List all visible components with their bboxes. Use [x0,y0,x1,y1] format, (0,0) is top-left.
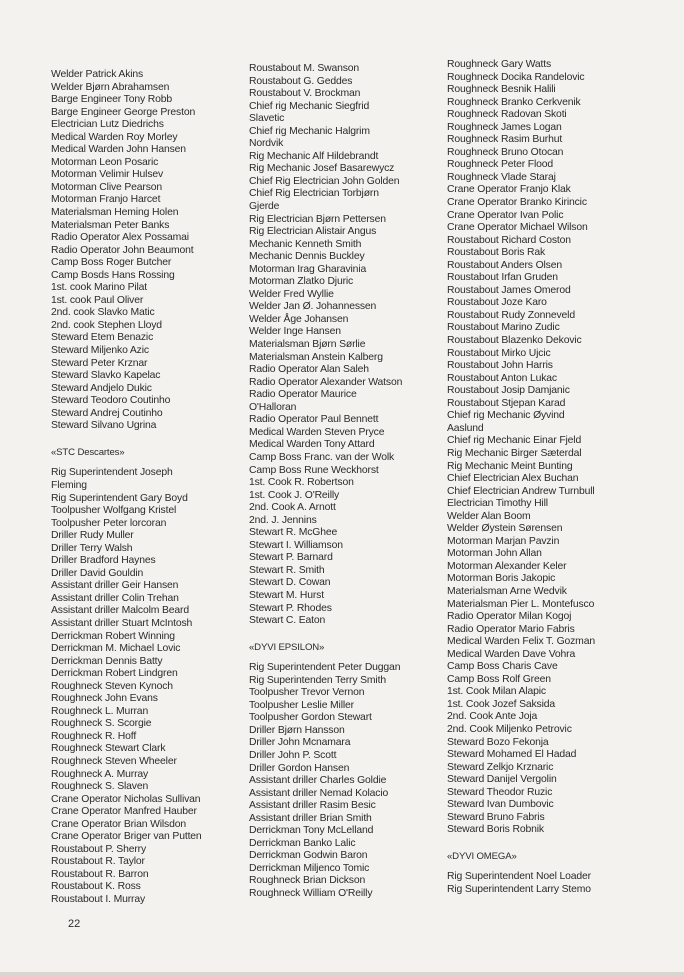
crew-line: Crane Operator Branko Kirincic [447,197,587,209]
crew-line: Stewart P. Rhodes [249,602,332,614]
crew-line: Materialsman Bjørn Sørlie [249,339,366,351]
crew-line: Roustabout Boris Rak [447,247,546,259]
crew-line: Stewart D. Cowan [249,577,331,589]
crew-line: Steward Silvano Ugrina [51,420,157,432]
crew-line: Chief rig Mechanic Halgrim [249,125,370,137]
crew-line: Materialsman Peter Banks [51,219,170,231]
crew-line: Motorman Velimir Hulsev [51,169,164,181]
section-heading: «DYVI EPSILON» [249,641,325,653]
crew-line: Gjerde [249,201,280,213]
crew-line: Steward Andrej Coutinho [51,407,163,419]
crew-line: Roustabout John Harris [447,360,553,372]
crew-line: Camp Bosds Hans Rossing [51,269,175,281]
crew-line: Roustabout M. Swanson [249,63,360,74]
crew-line: 1st. Cook R. Robertson [249,477,354,489]
crew-line: Electrician Lutz Diedrichs [51,119,164,131]
crew-line: Medical Warden Roy Morley [51,131,178,143]
crew-line: Barge Engineer Tony Robb [51,94,172,106]
crew-line: Welder Åge Johansen [249,313,349,325]
crew-line: Crane Operator Manfred Hauber [51,806,197,818]
crew-line: 1st. cook Marino Pilat [51,282,148,294]
crew-line: Roughneck James Logan [447,121,562,133]
crew-line: Roustabout Irfan Gruden [447,272,558,284]
crew-line: Motorman Marjan Pavzin [447,535,560,547]
crew-line: Roustabout P. Sherry [51,843,146,855]
crew-line: Barge Engineer George Preston [51,106,196,118]
crew-line: Roustabout G. Geddes [249,75,353,87]
page-number: 22 [68,918,81,930]
crew-line: Driller Bjørn Hansson [249,724,345,736]
crew-line: Rig Mechanic Meint Bunting [447,460,573,472]
crew-line: Toolpusher Leslie Miller [249,699,354,711]
crew-line: Stewart C. Eaton [249,615,326,627]
crew-line: Stewart R. Smith [249,564,325,576]
crew-line: Roustabout R. Barron [51,868,149,880]
crew-line: Radio Operator Maurice [249,389,357,401]
crew-line: Roustabout K. Ross [51,881,141,893]
crew-line: Camp Boss Rolf Green [447,673,551,685]
crew-line: Steward Peter Krznar [51,357,148,369]
crew-line: Steward Theodor Ruzic [447,786,553,798]
crew-line: Roustabout James Omerod [447,284,571,296]
crew-line: Assistant driller Rasim Besic [249,800,376,812]
crew-line: Chief Electrician Andrew Turnbull [447,485,595,497]
crew-line: Assistant driller Charles Goldie [249,775,387,787]
crew-line: Assistant driller Brian Smith [249,812,372,824]
crew-line: Welder Alan Boom [447,510,531,522]
crew-line: Steward Boris Robnik [447,824,544,836]
crew-line: Crane Operator Michael Wilson [447,222,588,234]
crew-line: Chief rig Mechanic Øyvind [447,410,565,422]
crew-line: Roughneck Gary Watts [447,59,552,70]
crew-line: Toolpusher Wolfgang Kristel [51,505,177,517]
crew-line: Derrickman Robert Winning [51,630,175,642]
crew-line: Materialsman Pier L. Montefusco [447,598,595,610]
crew-line: Motorman Leon Posaric [51,156,159,168]
crew-line: Roustabout Mirko Ujcic [447,347,551,359]
crew-line: Toolpusher Trevor Vernon [249,687,365,699]
crew-line: Roustabout Anders Olsen [447,259,562,271]
crew-line: Camp Boss Rune Weckhorst [249,464,379,476]
crew-line: Fleming [51,479,87,491]
column-1 [51,69,202,907]
crew-line: Radio Operator Alan Saleh [249,364,369,376]
crew-line: Aaslund [447,422,484,434]
crew-line: Motorman Boris Jakopic [447,573,556,585]
crew-line: Slavetic [249,113,285,125]
crew-line: Derrickman Miljenco Tomic [249,862,370,874]
crew-line: Rig Mechanic Birger Sæterdal [447,447,582,459]
crew-line: Materialsman Anstein Kalberg [249,351,383,363]
crew-line: Roustabout Joze Karo [447,297,547,309]
crew-line: Radio Operator John Beaumont [51,244,194,256]
crew-line: Assistant driller Colin Trehan [51,592,179,604]
crew-line: 1st. Cook Jozef Saksida [447,698,556,710]
crew-line: Stewart I. Williamson [249,539,343,551]
crew-line: Motorman Franjo Harcet [51,194,161,206]
crew-line: Derrickman Robert Lindgren [51,668,178,680]
crew-line: Driller Bradford Haynes [51,555,156,567]
crew-line: Motorman John Allan [447,548,542,560]
crew-line: Crane Operator Briger van Putten [51,831,202,843]
crew-line: Assistant driller Stuart McIntosh [51,617,193,629]
section-heading: «STC Descartes» [51,446,125,458]
crew-line: Driller Terry Walsh [51,542,133,554]
crew-line: Roughneck R. Hoff [51,730,137,742]
crew-line: Roughneck Rasim Burhut [447,134,563,146]
crew-line: Stewart M. Hurst [249,589,324,601]
crew-line: Radio Operator Alex Possamai [51,232,189,244]
crew-line: Rig Superintendent Joseph [51,467,173,479]
crew-line: Roustabout R. Taylor [51,856,145,868]
crew-line: Steward Bruno Fabris [447,811,545,823]
crew-line: Welder Fred Wyllie [249,288,334,300]
crew-line: Radio Operator Milan Kogoj [447,611,572,623]
crew-line: 2nd. J. Jennins [249,514,317,526]
crew-line: Derrickman Dennis Batty [51,655,163,667]
crew-line: Welder Jan Ø. Johannessen [249,301,377,313]
crew-line: Steward Andjelo Dukic [51,382,152,394]
page-bottom-edge [0,972,684,977]
crew-line: Roughneck Brian Dickson [249,875,366,887]
crew-line: Rig Superintendent Noel Loader [447,871,591,883]
crew-line: Crane Operator Nicholas Sullivan [51,793,201,805]
crew-line: Electrician Timothy Hill [447,498,548,510]
crew-line: Rig Mechanic Josef Basarewycz [249,163,395,175]
crew-line: Mechanic Dennis Buckley [249,251,365,263]
crew-line: 2nd. cook Slavko Matic [51,307,155,319]
crew-line: Roustabout V. Brockman [249,88,361,100]
crew-line: Roughneck Stewart Clark [51,743,166,755]
crew-line: O'Halloran [249,401,297,413]
crew-line: 2nd. Cook Miljenko Petrovic [447,723,572,735]
crew-line: Steward Danijel Vergolin [447,774,557,786]
crew-line: Steward Ivan Dumbovic [447,799,554,811]
crew-line: Steward Bozo Fekonja [447,736,549,748]
crew-line: Welder Patrick Akins [51,69,144,80]
crew-line: Rig Superintendent Gary Boyd [51,492,188,504]
crew-line: Assistant driller Malcolm Beard [51,605,189,617]
crew-line: Materialsman Arne Wedvik [447,585,567,597]
crew-line: Rig Superintendent Larry Stemo [447,884,591,895]
crew-line: 2nd. cook Stephen Lloyd [51,319,162,331]
crew-line: Medical Warden Tony Attard [249,439,375,451]
crew-line: Motorman Alexander Keler [447,560,567,572]
crew-line: Chief Electrician Alex Buchan [447,473,579,485]
crew-line: Stewart P. Barnard [249,552,333,564]
crew-line: Chief Rig Electrician John Golden [249,175,400,187]
section-heading: «DYVI OMEGA» [447,850,517,862]
crew-line: Welder Bjørn Abrahamsen [51,81,170,93]
crew-line: Motorman Irag Gharavinia [249,263,367,275]
crew-line: Camp Boss Franc. van der Wolk [249,451,395,463]
crew-line: Crane Operator Brian Wilsdon [51,818,186,830]
crew-line: Driller David Gouldin [51,567,144,579]
crew-line: Motorman Zlatko Djuric [249,276,354,288]
crew-line: Roughneck Peter Flood [447,159,554,171]
crew-line: Roughneck Docika Randelovic [447,71,585,83]
crew-line: Derrickman Godwin Baron [249,850,368,862]
crew-line: Rig Superintenden Terry Smith [249,674,386,686]
crew-line: Crane Operator Ivan Polic [447,209,564,221]
crew-line: Assistant driller Nemad Kolacio [249,787,389,799]
column-3 [447,59,595,897]
crew-line: Welder Inge Hansen [249,326,341,338]
crew-line: Steward Zelkjo Krznaric [447,761,554,773]
crew-line: Mechanic Kenneth Smith [249,238,362,250]
crew-line: Steward Miljenko Azic [51,345,149,357]
crew-line: Motorman Clive Pearson [51,181,163,193]
crew-line: Roustabout Marino Zudic [447,322,560,334]
crew-line: Derrickman Tony McLelland [249,825,374,837]
crew-line: 1st. Cook Milan Alapic [447,686,546,698]
crew-line: Rig Superintendent Peter Duggan [249,662,401,674]
crew-line: Steward Teodoro Coutinho [51,395,171,407]
crew-line: Driller John P. Scott [249,749,337,761]
crew-line: Roustabout Stjepan Karad [447,397,566,409]
crew-line: Roustabout Blazenko Dekovic [447,335,582,347]
crew-line: Roughneck Branko Cerkvenik [447,96,581,108]
crew-line: Camp Boss Charis Cave [447,661,558,673]
crew-line: Toolpusher Gordon Stewart [249,712,372,724]
crew-line: Roustabout Josip Damjanic [447,385,570,397]
crew-line: Derrickman M. Michael Lovic [51,643,181,655]
crew-line: Driller Rudy Muller [51,530,134,542]
crew-line: Steward Mohamed El Hadad [447,749,577,761]
crew-line: Roughneck Vlade Staraj [447,171,556,183]
crew-line: Chief rig Mechanic Siegfrid [249,100,370,112]
crew-line: Roustabout Richard Coston [447,234,571,246]
crew-line: Steward Slavko Kapelac [51,370,161,382]
crew-line: Chief Rig Electrician Torbjørn [249,188,379,200]
crew-line: Derrickman Banko Lalic [249,837,356,849]
crew-line: Roustabout Rudy Zonneveld [447,309,575,321]
crew-line: 2nd. Cook A. Arnott [249,502,336,514]
crew-line: Medical Warden Steven Pryce [249,426,385,438]
crew-line: Roughneck Steven Wheeler [51,755,177,767]
crew-line: Roustabout I. Murray [51,894,146,905]
crew-line: 1st. Cook J. O'Reilly [249,489,340,501]
crew-line: Rig Electrician Alistair Angus [249,226,377,238]
crew-line: Roughneck S. Slaven [51,781,149,793]
column-2 [249,63,402,901]
crew-line: Roughneck A. Murray [51,768,149,780]
crew-line: Crane Operator Franjo Klak [447,184,571,196]
crew-line: Rig Electrician Bjørn Pettersen [249,213,386,225]
crew-line: Driller John Mcnamara [249,737,351,749]
crew-line: Rig Mechanic Alf Hildebrandt [249,150,379,162]
crew-line: Roughneck Bruno Otocan [447,146,564,158]
crew-line: Materialsman Heming Holen [51,207,179,219]
crew-line: Steward Etem Benazic [51,332,154,344]
crew-line: Roughneck Steven Kynoch [51,680,173,692]
crew-line: Nordvik [249,138,284,150]
crew-line: Roughneck Radovan Skoti [447,109,567,121]
crew-line: Roustabout Anton Lukac [447,372,557,384]
crew-line: Roughneck L. Murran [51,705,149,717]
crew-line: Radio Operator Paul Bennett [249,414,379,426]
crew-line: Roughneck William O'Reilly [249,888,373,899]
crew-line: Driller Gordon Hansen [249,762,350,774]
crew-line: Assistant driller Geir Hansen [51,580,179,592]
crew-line: Welder Øystein Sørensen [447,523,563,535]
crew-line: Medical Warden John Hansen [51,144,186,156]
crew-line: Radio Operator Mario Fabris [447,623,575,635]
crew-line: Roughneck S. Scorgie [51,718,152,730]
crew-line: 2nd. Cook Ante Joja [447,711,538,723]
crew-line: Roughneck Besnik Halili [447,84,556,96]
crew-line: Medical Warden Felix T. Gozman [447,636,595,648]
crew-line: 1st. cook Paul Oliver [51,294,144,306]
crew-line: Chief rig Mechanic Einar Fjeld [447,435,582,447]
crew-line: Roughneck John Evans [51,693,158,705]
crew-line: Radio Operator Alexander Watson [249,376,403,388]
crew-line: Camp Boss Roger Butcher [51,257,172,269]
crew-line: Toolpusher Peter lorcoran [51,517,167,529]
crew-line: Medical Warden Dave Vohra [447,648,576,660]
crew-line: Stewart R. McGhee [249,527,338,539]
